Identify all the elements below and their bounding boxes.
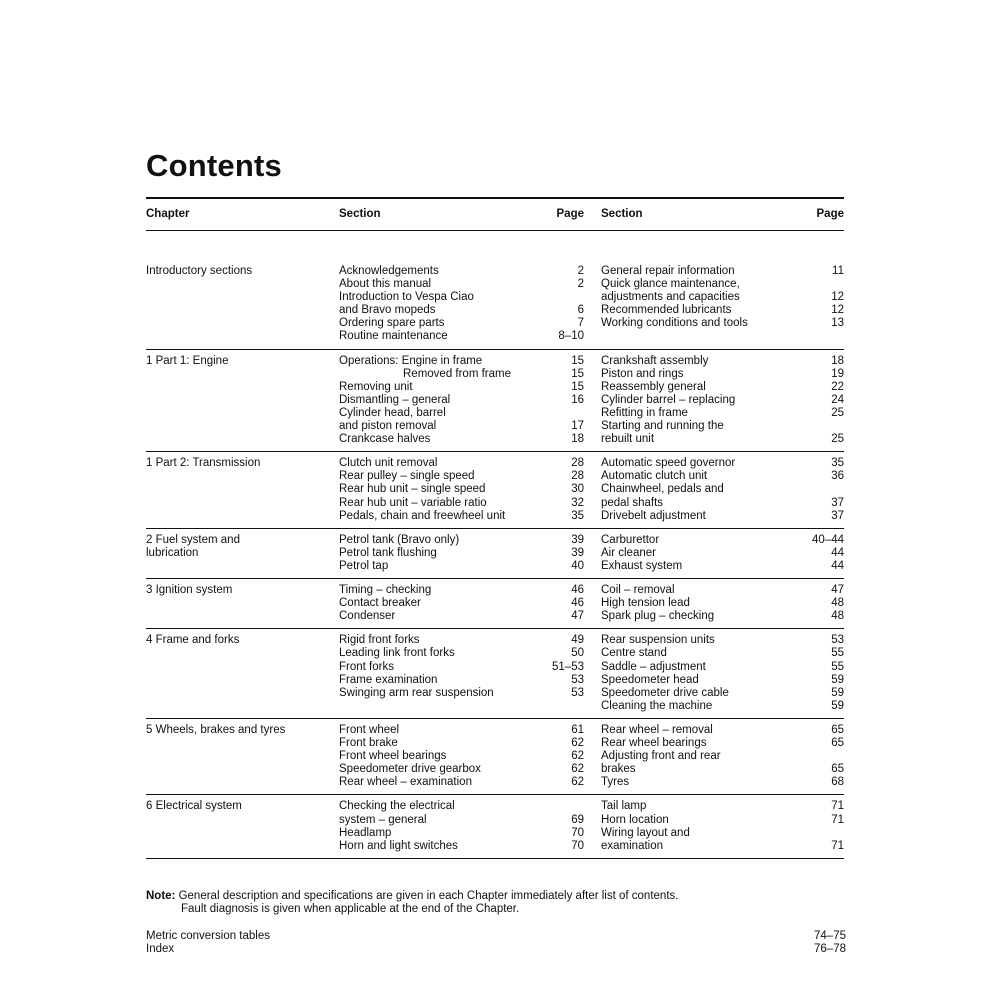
page-number: 18 (571, 433, 584, 446)
section-entry: Petrol tank (Bravo only) (339, 533, 460, 546)
section-entry: Tail lamp (601, 800, 647, 813)
right-section-column (601, 355, 735, 447)
section-entry: Leading link front forks (339, 647, 455, 660)
chapter-label: 4 Frame and forks (146, 634, 240, 647)
extra-text: Metric conversion tables (146, 930, 270, 942)
section-entry: examination (601, 839, 664, 852)
section-entry: Horn location (601, 813, 669, 826)
page-number: 35 (831, 457, 844, 470)
extra-page: 74–75 (814, 930, 846, 942)
page-number: 22 (831, 380, 844, 393)
section-entry: Introduction to Vespa Ciao (339, 291, 474, 304)
right-page-column (831, 265, 844, 330)
page-number: 39 (571, 546, 584, 559)
section-entry: system – general (339, 813, 427, 826)
left-page-column (571, 584, 584, 623)
chapter-label: Introductory sections (146, 265, 253, 277)
section-entry: Tyres (601, 776, 630, 789)
section-entry: Operations: Engine in frame (339, 354, 483, 367)
section-entry: Spark plug – checking (601, 610, 715, 623)
page-number: 12 (831, 304, 844, 317)
extra-row (146, 943, 846, 956)
page-number: 25 (831, 406, 844, 419)
section-entry: Quick glance maintenance, (601, 278, 740, 291)
page-number (831, 750, 844, 763)
page-number (558, 291, 584, 304)
section-entry: Front wheel (339, 723, 400, 736)
toc-section (146, 452, 844, 529)
section-entry: Drivebelt adjustment (601, 509, 706, 522)
page-number: 11 (832, 265, 844, 277)
left-page-column (571, 355, 584, 447)
section-entry: Acknowledgements (339, 265, 439, 277)
section-entry: Rear wheel bearings (601, 737, 707, 750)
page-number: 47 (831, 584, 844, 597)
page-number (831, 420, 844, 433)
section-entry: Rear suspension units (601, 634, 715, 647)
section-entry: Chainwheel, pedals and (601, 483, 724, 496)
note-label: Note: (146, 890, 176, 902)
chapter-label: 5 Wheels, brakes and tyres (146, 723, 286, 736)
section-entry: Cleaning the machine (601, 699, 713, 712)
section-entry: Rear wheel – removal (601, 723, 713, 736)
header-page-right: Page (816, 208, 844, 220)
section-entry: Condenser (339, 610, 396, 623)
contents-table (146, 197, 844, 859)
left-section-column (339, 634, 494, 699)
section-entry: Petrol tank flushing (339, 546, 437, 559)
section-entry: rebuilt unit (601, 433, 655, 446)
section-entry: Speedometer drive cable (601, 686, 729, 699)
chapter-label: 1 Part 1: Engine (146, 354, 229, 367)
right-page-column (831, 800, 844, 852)
right-section-column (601, 800, 690, 852)
right-page-column (831, 724, 844, 789)
section-entry: Front brake (339, 737, 398, 750)
page-number: 69 (571, 813, 584, 826)
section-entry: Contact breaker (339, 597, 421, 610)
page-number: 39 (571, 533, 584, 546)
page-number: 62 (571, 737, 584, 750)
page-number: 6 (577, 304, 584, 317)
page-number: 71 (831, 813, 844, 826)
page-number: 46 (571, 584, 584, 597)
toc-section (146, 795, 844, 858)
chapter-label: 2 Fuel system and lubrication (146, 533, 240, 559)
page-number: 53 (571, 673, 584, 686)
section-entry: Petrol tap (339, 559, 389, 572)
page-number (831, 278, 844, 291)
page-number: 2 (577, 278, 584, 291)
toc-section (146, 231, 844, 350)
section-entry: Rear pulley – single speed (339, 470, 475, 483)
section-entry: Centre stand (601, 647, 667, 660)
section-entry: Crankshaft assembly (601, 354, 709, 367)
right-section-column (601, 265, 748, 330)
right-section-column (601, 634, 729, 713)
page-number: 65 (831, 763, 844, 776)
page-number: 49 (571, 634, 584, 647)
section-entry: Rear wheel – examination (339, 776, 472, 789)
page-number: 59 (831, 686, 844, 699)
right-section-column (601, 584, 714, 623)
section-entry: and piston removal (339, 420, 437, 433)
page-number: 65 (831, 723, 844, 736)
right-page-column (831, 355, 844, 447)
section-entry: Horn and light switches (339, 839, 458, 852)
page-number: 18 (831, 354, 844, 367)
left-section-column (339, 457, 505, 522)
right-page-column (812, 534, 844, 573)
extra-row (146, 930, 846, 943)
page-number: 19 (831, 367, 844, 380)
page-number: 15 (571, 354, 584, 367)
page-number: 2 (577, 265, 584, 277)
header-section-right: Section (601, 208, 643, 220)
section-entry: brakes (601, 763, 636, 776)
page-number: 68 (831, 776, 844, 789)
page-number: 25 (831, 433, 844, 446)
toc-section (146, 629, 844, 719)
section-entry: Clutch unit removal (339, 457, 438, 470)
header-section-left: Section (339, 208, 381, 220)
sections-container (146, 231, 844, 859)
section-entry: Timing – checking (339, 584, 432, 597)
page-number: 44 (831, 546, 844, 559)
section-entry: Refitting in frame (601, 406, 688, 419)
page-number: 15 (571, 380, 584, 393)
page-number: 7 (577, 317, 584, 330)
section-entry: Piston and rings (601, 367, 684, 380)
page-number: 32 (571, 496, 584, 509)
page-number: 40 (571, 559, 584, 572)
page-number: 51–53 (552, 660, 584, 673)
section-entry: adjustments and capacities (601, 291, 740, 304)
extra-entries (146, 930, 846, 956)
extra-page: 76–78 (814, 943, 846, 956)
left-section-column (339, 534, 459, 573)
page-number: 28 (571, 470, 584, 483)
table-header (146, 199, 844, 230)
left-section-column (339, 355, 511, 447)
page-number: 30 (571, 483, 584, 496)
section-entry: Speedometer drive gearbox (339, 763, 481, 776)
section-entry: Adjusting front and rear (601, 750, 721, 763)
left-page-column (552, 634, 584, 699)
section-entry: Exhaust system (601, 559, 683, 572)
left-page-column (571, 800, 584, 852)
section-entry: Rigid front forks (339, 634, 420, 647)
section-entry: About this manual (339, 278, 432, 291)
section-entry: Headlamp (339, 826, 392, 839)
chapter-label: 6 Electrical system (146, 800, 242, 813)
section-entry: Dismantling – general (339, 393, 451, 406)
page-number: 62 (571, 750, 584, 763)
page-number: 59 (831, 699, 844, 712)
note-line-1: General description and specifications are given in each Chapter immediately after list of contents. (175, 890, 679, 902)
section-entry: Speedometer head (601, 673, 699, 686)
page-number: 65 (831, 737, 844, 750)
section-entry: Rear hub unit – variable ratio (339, 496, 487, 509)
left-section-column (339, 265, 474, 344)
section-entry: Routine maintenance (339, 330, 448, 343)
page-number: 59 (831, 673, 844, 686)
right-page-column (831, 634, 844, 713)
page-number: 70 (571, 826, 584, 839)
page-number: 24 (831, 393, 844, 406)
section-entry: Swinging arm rear suspension (339, 686, 494, 699)
section-entry: Working conditions and tools (601, 317, 748, 330)
section-entry: Front forks (339, 660, 394, 673)
section-entry: Automatic speed governor (601, 457, 736, 470)
left-section-column (339, 724, 481, 789)
header-page-left: Page (556, 208, 584, 220)
page-number (831, 827, 844, 840)
section-entry: Frame examination (339, 673, 438, 686)
page-number: 16 (571, 393, 584, 406)
section-entry: Recommended lubricants (601, 304, 732, 317)
note-line-2: Fault diagnosis is given when applicable at the end of the Chapter. (181, 903, 520, 916)
left-page-column (571, 457, 584, 522)
page-number: 37 (831, 509, 844, 522)
page-number: 15 (571, 367, 584, 380)
left-page-column (558, 265, 584, 344)
page-number: 62 (571, 763, 584, 776)
page-number (571, 800, 584, 813)
page-number: 53 (831, 634, 844, 647)
section-entry: Reassembly general (601, 380, 706, 393)
page-number: 40–44 (812, 533, 844, 546)
section-entry: Checking the electrical (339, 800, 455, 813)
page-number: 48 (831, 597, 844, 610)
section-entry: Starting and running the (601, 420, 724, 433)
toc-section (146, 719, 844, 796)
header-chapter: Chapter (146, 208, 190, 220)
page-number (831, 483, 844, 496)
section-entry: General repair information (601, 265, 735, 277)
section-entry: Rear hub unit – single speed (339, 483, 486, 496)
left-section-column (339, 584, 431, 623)
page-number: 17 (571, 420, 584, 433)
page-number: 46 (571, 597, 584, 610)
section-entry: Wiring layout and (601, 826, 690, 839)
page-number: 44 (831, 559, 844, 572)
page-number: 61 (571, 723, 584, 736)
page-number: 50 (571, 647, 584, 660)
page-number (571, 407, 584, 420)
section-entry: Saddle – adjustment (601, 660, 706, 673)
section-entry: Removed from frame (403, 367, 512, 380)
page-number: 8–10 (558, 330, 584, 343)
section-entry: Carburettor (601, 533, 660, 546)
page-number: 48 (831, 610, 844, 623)
toc-section (146, 579, 844, 629)
left-page-column (571, 724, 584, 789)
section-entry: Removing unit (339, 380, 413, 393)
page-number: 71 (831, 800, 844, 813)
section-entry: Air cleaner (601, 546, 656, 559)
right-section-column (601, 724, 721, 789)
extra-text: Index (146, 943, 175, 956)
section-entry: Crankcase halves (339, 433, 431, 446)
chapter-label: 1 Part 2: Transmission (146, 457, 261, 470)
section-entry: High tension lead (601, 597, 690, 610)
page-title: Contents (146, 148, 282, 183)
page-number: 53 (571, 686, 584, 699)
page-number: 13 (831, 317, 844, 330)
right-section-column (601, 457, 735, 522)
section-entry: Cylinder barrel – replacing (601, 393, 736, 406)
page-number: 35 (571, 509, 584, 522)
page-number: 55 (831, 647, 844, 660)
section-entry: Automatic clutch unit (601, 470, 708, 483)
page-number: 37 (831, 496, 844, 509)
right-page-column (831, 457, 844, 522)
section-entry: Ordering spare parts (339, 317, 445, 330)
note (146, 890, 678, 916)
page-number: 55 (831, 660, 844, 673)
right-page-column (831, 584, 844, 623)
section-entry: Front wheel bearings (339, 750, 447, 763)
section-entry: and Bravo mopeds (339, 304, 436, 317)
toc-section (146, 529, 844, 579)
section-entry: Coil – removal (601, 584, 675, 597)
toc-section (146, 350, 844, 453)
page-number: 71 (831, 839, 844, 852)
page-number: 47 (571, 610, 584, 623)
right-section-column (601, 534, 682, 573)
section-entry: Pedals, chain and freewheel unit (339, 509, 506, 522)
chapter-label: 3 Ignition system (146, 584, 233, 597)
section-entry: pedal shafts (601, 496, 664, 509)
left-page-column (571, 534, 584, 573)
page-number: 36 (831, 470, 844, 483)
section-entry: Cylinder head, barrel (339, 406, 446, 419)
page-number: 62 (571, 776, 584, 789)
page-number: 70 (571, 839, 584, 852)
left-section-column (339, 800, 458, 852)
page-number: 12 (831, 291, 844, 304)
page-number: 28 (571, 457, 584, 470)
